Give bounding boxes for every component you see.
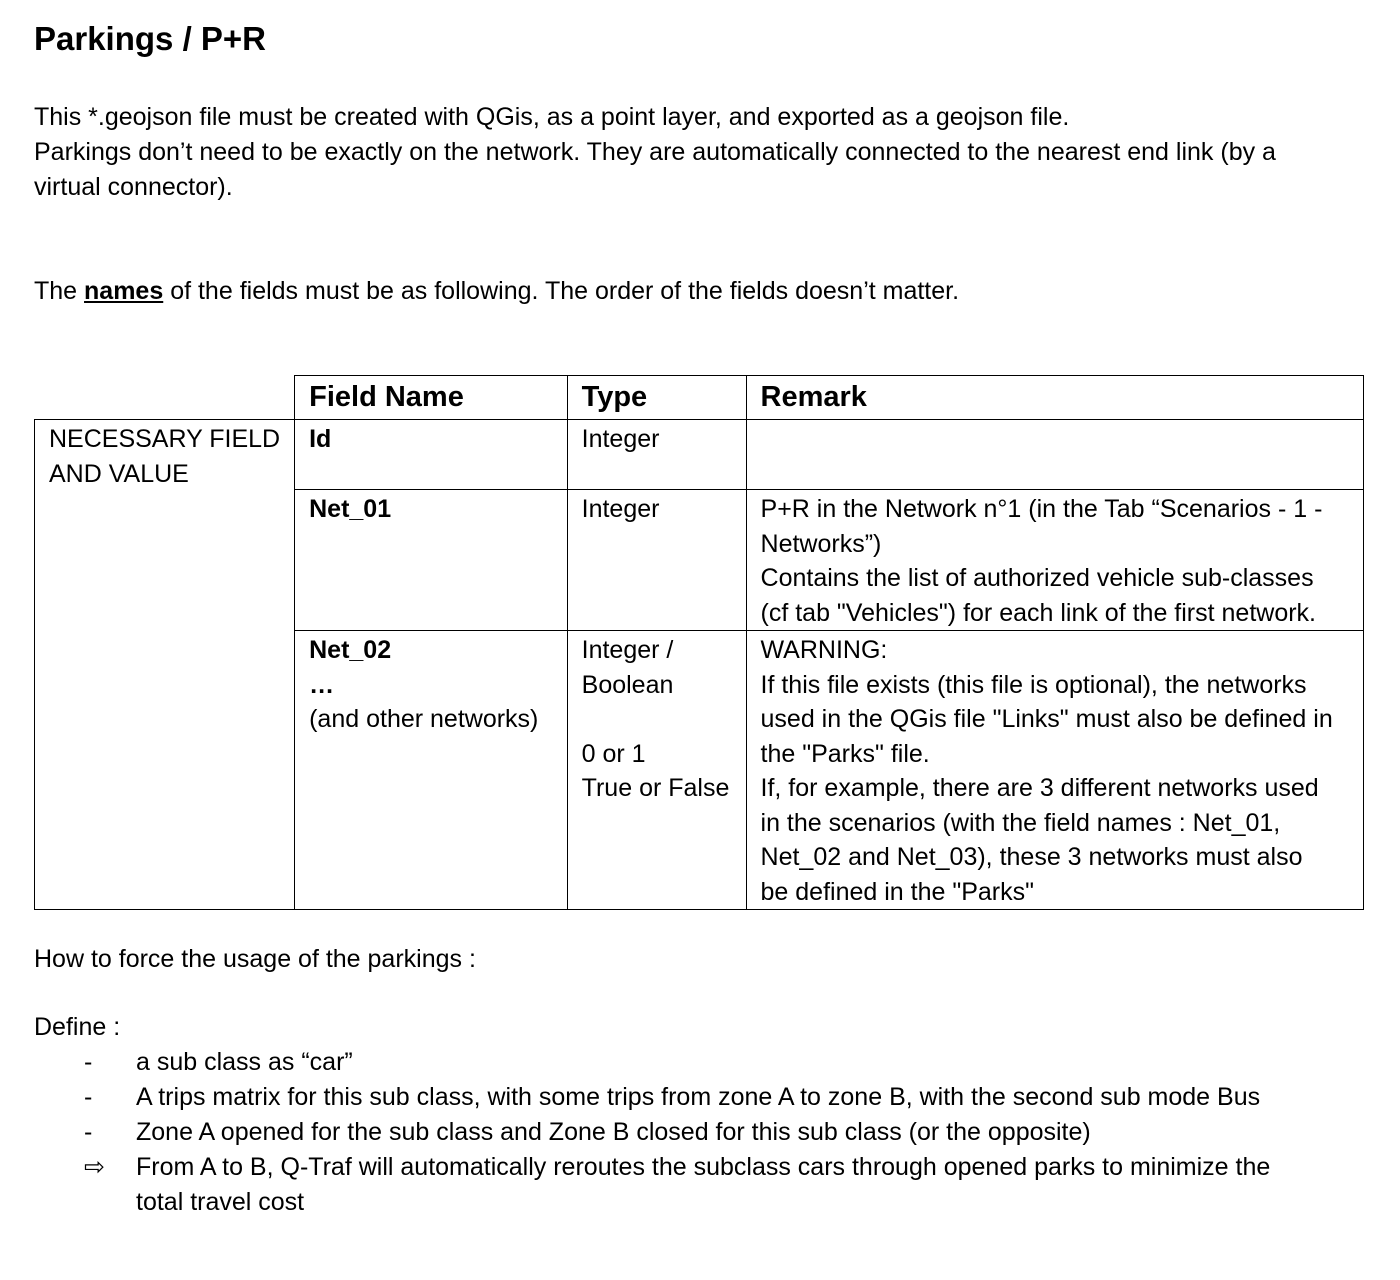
remark-text: Net_02 and Net_03), these 3 networks must also <box>760 843 1303 871</box>
type-cell <box>567 631 746 910</box>
intro-line: virtual connector). <box>34 173 233 201</box>
field-name: Net_02 <box>309 636 392 664</box>
remark-text: WARNING: <box>760 636 888 664</box>
field-names-sentence <box>34 274 959 309</box>
remark-text: be defined in the "Parks" <box>760 877 1034 906</box>
step-text: a sub class as “car” <box>136 1048 353 1076</box>
step-text: total travel cost <box>136 1188 305 1216</box>
remark-text: If, for example, there are 3 different networks used <box>760 774 1319 802</box>
field-name-cell <box>295 631 568 910</box>
list-item <box>34 1150 1344 1220</box>
remark-text: used in the QGis file "Links" must also be defined in <box>760 705 1333 733</box>
field-type: Boolean <box>581 670 674 699</box>
step-text: A trips matrix for this sub class, with some trips from zone A to zone B, with the second sub mode Bus <box>136 1083 1261 1111</box>
field-name: Id <box>309 425 332 453</box>
list-item <box>34 1045 1344 1080</box>
define-label: Define : <box>34 1013 121 1041</box>
sentence-start: The <box>34 277 85 305</box>
page-title: Parkings / P+R <box>34 20 267 57</box>
list-item <box>34 1115 1344 1150</box>
remark-cell <box>746 490 1363 631</box>
table-header-row <box>35 376 1364 420</box>
header-remark: Remark <box>746 376 1363 420</box>
howto-heading: How to force the usage of the parkings : <box>34 945 476 973</box>
remark-cell <box>746 420 1363 490</box>
field-type: Integer <box>581 425 660 453</box>
field-name: Net_01 <box>309 495 392 523</box>
step-text: From A to B, Q-Traf will automatically reroutes the subclass cars through opened parks to minimize the <box>136 1153 1271 1181</box>
remark-text: P+R in the Network n°1 (in the Tab “Scenarios - 1 - <box>760 495 1323 523</box>
header-field-name: Field Name <box>295 376 568 420</box>
field-type: 0 or 1 <box>581 739 646 768</box>
intro-line: This *.geojson file must be created with QGis, as a point layer, and exported as a geojson file. <box>34 103 1070 131</box>
type-cell <box>567 490 746 631</box>
fields-table <box>34 375 1364 910</box>
remark-text: Contains the list of authorized vehicle sub-classes <box>760 564 1314 592</box>
dash-bullet: - <box>84 1083 93 1111</box>
table-row <box>35 420 1364 490</box>
field-type: Integer <box>581 495 660 523</box>
intro-paragraph <box>34 100 1354 205</box>
names-emphasis: names <box>84 277 164 305</box>
remark-text: in the scenarios (with the field names : Net_01, <box>760 808 1281 837</box>
remark-cell <box>746 631 1363 910</box>
step-text: Zone A opened for the sub class and Zone B closed for this sub class (or the opposite) <box>136 1118 1091 1146</box>
field-name-cell <box>295 420 568 490</box>
remark-text: Networks”) <box>760 529 882 558</box>
sentence-end: of the fields must be as following. The order of the fields doesn’t matter. <box>163 277 960 305</box>
group-label: AND VALUE <box>49 459 189 488</box>
remark-text: If this file exists (this file is optional), the networks <box>760 670 1307 699</box>
blank-header-cell <box>35 376 295 420</box>
remark-text: the "Parks" file. <box>760 739 930 768</box>
field-type: True or False <box>581 774 730 802</box>
field-name-note: (and other networks) <box>309 705 539 733</box>
field-name-cell <box>295 490 568 631</box>
intro-line: Parkings don’t need to be exactly on the network. They are automatically connected to the nearest end link (by a <box>34 138 1276 166</box>
field-name-ellipsis: … <box>309 670 335 699</box>
dash-bullet: - <box>84 1118 93 1146</box>
remark-text: (cf tab "Vehicles") for each link of the first network. <box>760 598 1316 627</box>
dash-bullet: - <box>84 1048 93 1076</box>
list-item <box>34 1080 1344 1115</box>
steps-list <box>34 1045 1344 1220</box>
group-label: NECESSARY FIELD <box>49 425 281 453</box>
field-type-spacer <box>582 702 732 737</box>
arrow-right-icon: ⇨ <box>84 1153 105 1181</box>
group-label-cell <box>35 420 295 910</box>
field-type: Integer / <box>581 636 674 664</box>
type-cell <box>567 420 746 490</box>
header-type: Type <box>567 376 746 420</box>
